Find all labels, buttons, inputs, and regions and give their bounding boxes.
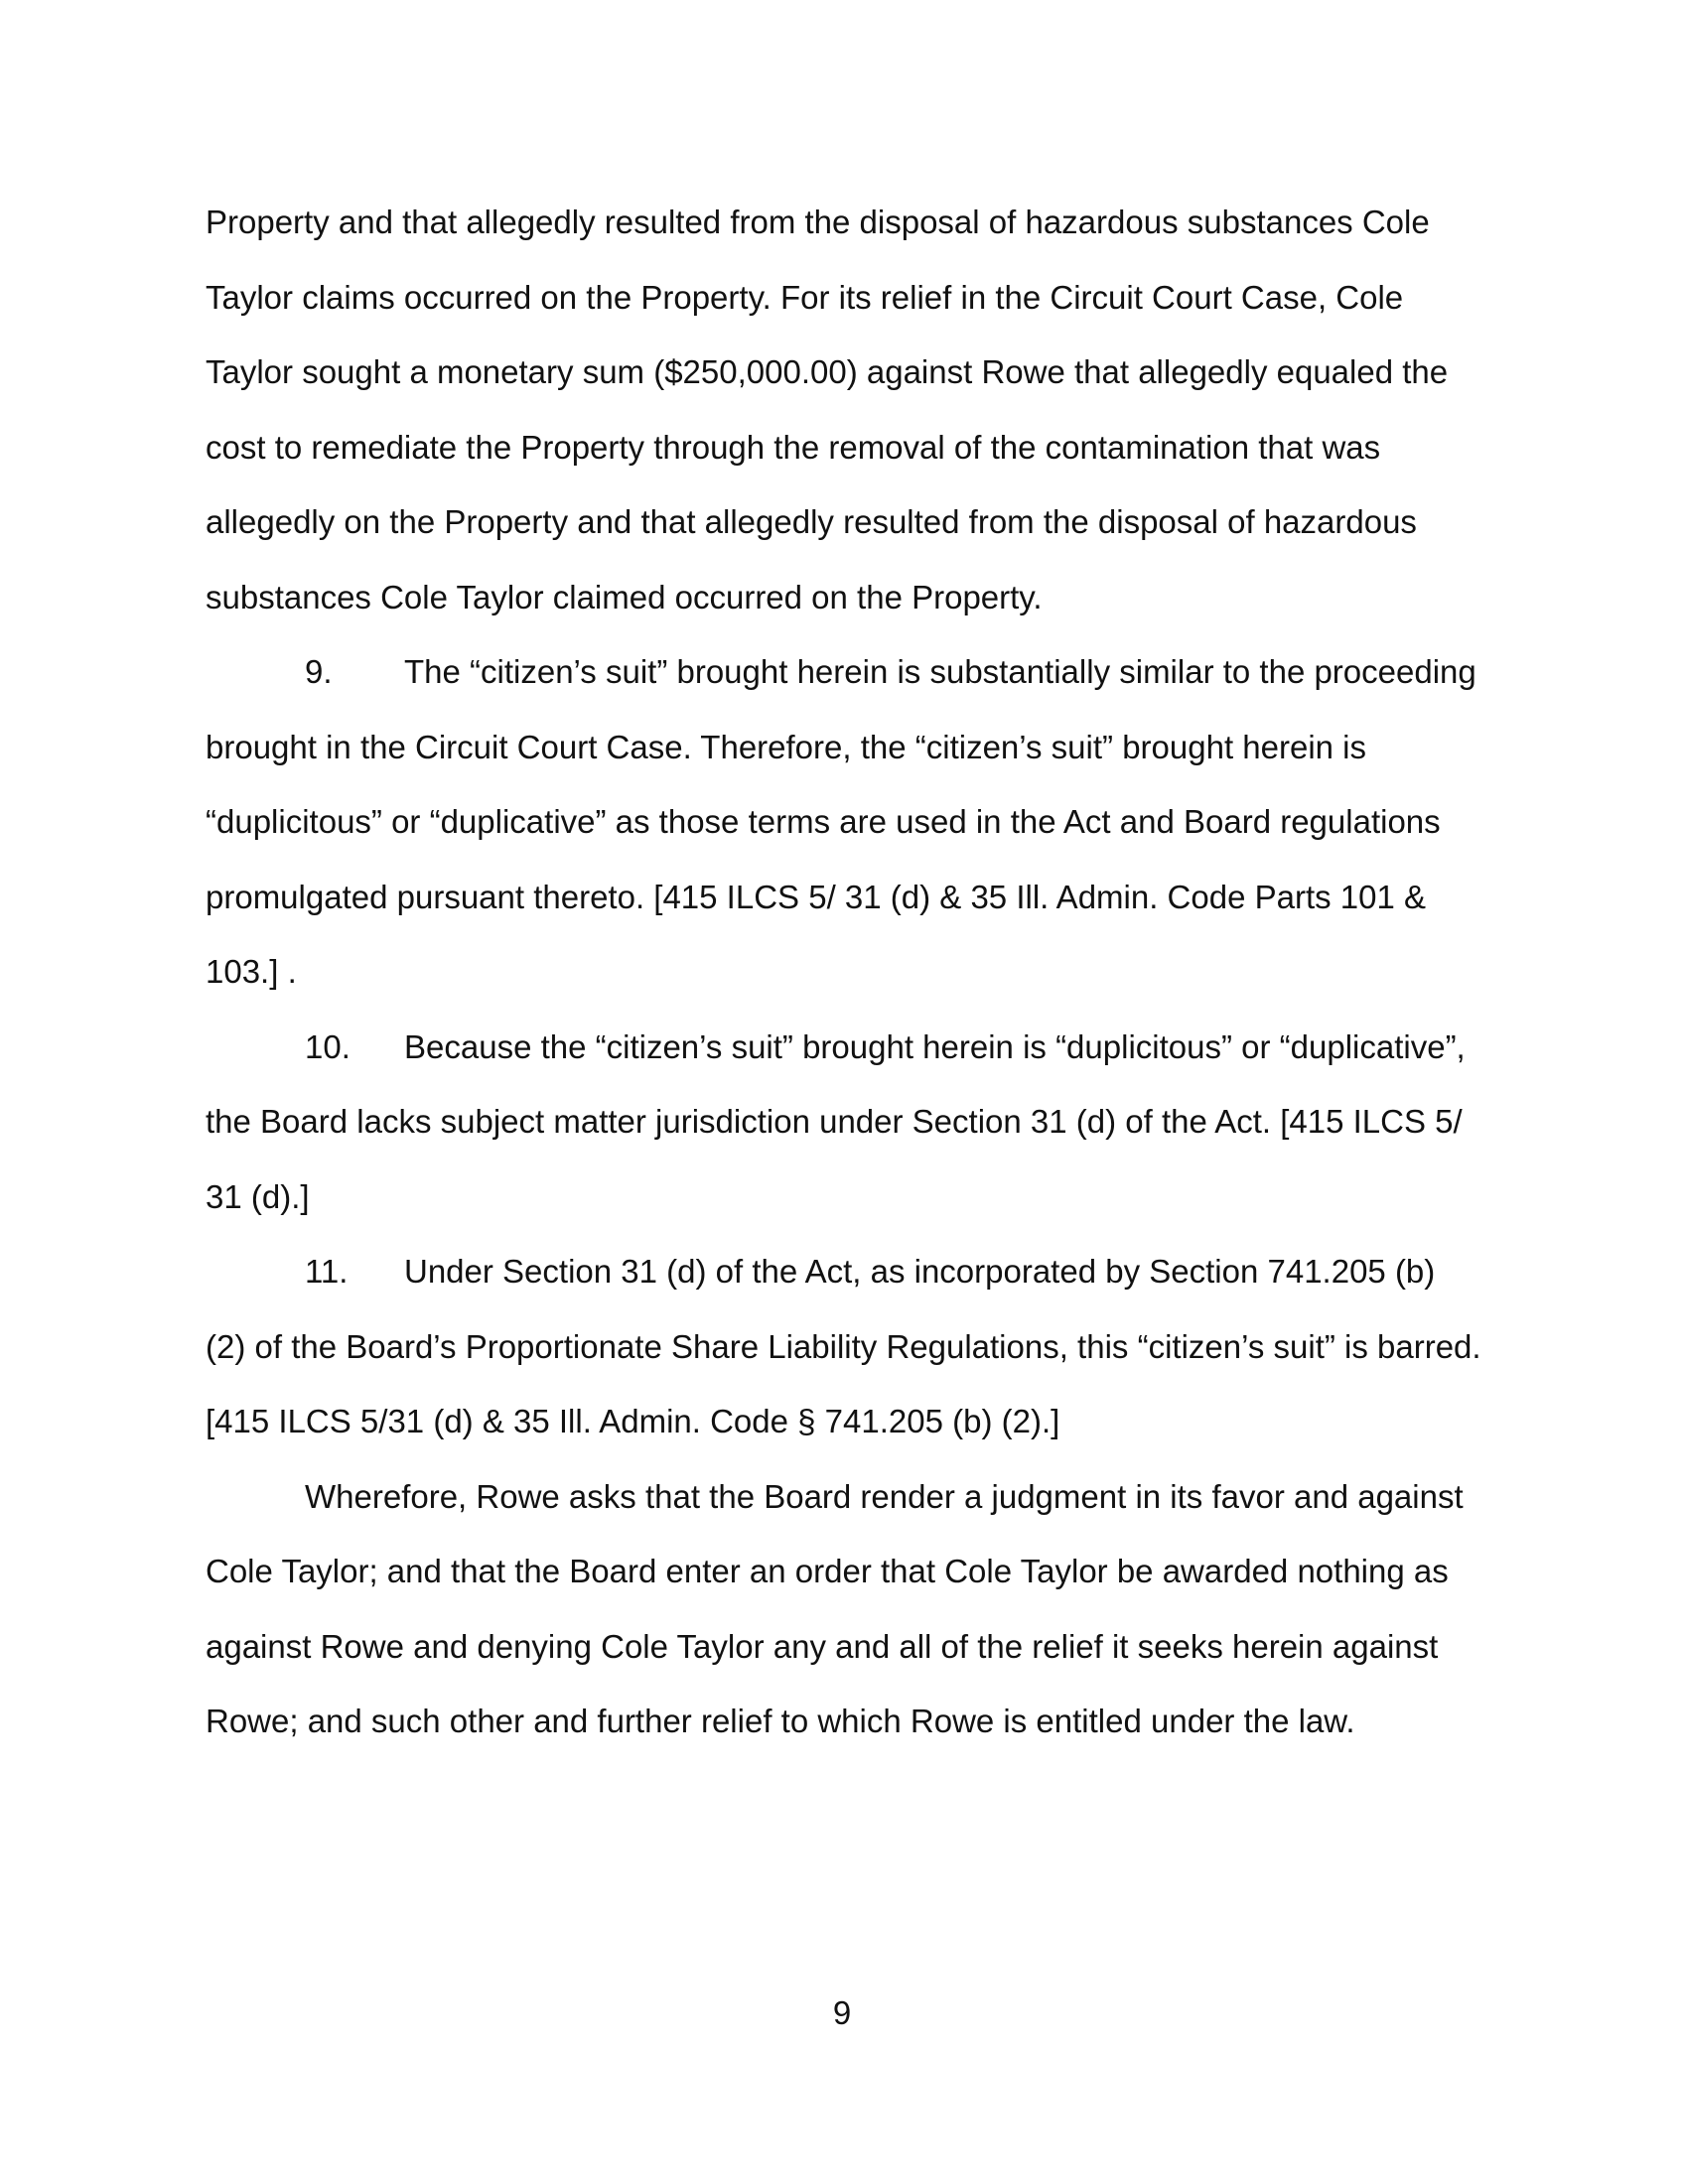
text-line: 103.] . — [206, 953, 297, 990]
text-line: 31 (d).] — [206, 1177, 310, 1215]
text-line: substances Cole Taylor claimed occurred on the Property. — [206, 578, 1043, 615]
text-line: [415 ILCS 5/31 (d) & 35 Ill. Admin. Code § 741.205 (b) (2).] — [206, 1403, 1060, 1439]
text-line: Wherefore, Rowe asks that the Board render a judgment in its favor and against — [305, 1477, 1464, 1515]
paragraph-number: 9. — [305, 653, 333, 690]
text-line: promulgated pursuant thereto. [415 ILCS 5/ 31 (d) & 35 Ill. Admin. Code Parts 101 & — [206, 878, 1427, 915]
page-number: 9 — [832, 1994, 852, 2031]
text-line: the Board lacks subject matter jurisdiction under Section 31 (d) of the Act. [415 ILCS 5/ — [206, 1103, 1463, 1140]
continuation-paragraph — [206, 185, 1496, 634]
wherefore-paragraph — [206, 1459, 1496, 1759]
text-line: Rowe; and such other and further relief to which Rowe is entitled under the law. — [206, 1703, 1355, 1739]
text-line: cost to remediate the Property through the removal of the contamination that was — [206, 428, 1381, 466]
paragraph-9 — [206, 634, 1496, 1010]
text-line: “duplicitous” or “duplicative” as those terms are used in the Act and Board regulations — [206, 803, 1441, 840]
text-line: allegedly on the Property and that allegedly resulted from the disposal of hazardous — [206, 503, 1417, 540]
text-line: Cole Taylor; and that the Board enter an order that Cole Taylor be awarded nothing as — [206, 1553, 1449, 1589]
text-line: against Rowe and denying Cole Taylor any and all of the relief it seeks herein against — [206, 1627, 1439, 1665]
paragraph-text: The “citizen’s suit” brought herein is substantially similar to the proceeding — [404, 653, 1476, 690]
paragraph-first-line — [206, 634, 1496, 710]
paragraph-first-line — [206, 1010, 1496, 1085]
text-line: (2) of the Board’s Proportionate Share Liability Regulations, this “citizen’s suit” is barred. — [206, 1327, 1481, 1365]
text-line: Taylor claims occurred on the Property. For its relief in the Circuit Court Case, Cole — [206, 278, 1404, 316]
text-line: Property and that allegedly resulted from the disposal of hazardous substances Cole — [206, 204, 1430, 240]
paragraph-10 — [206, 1010, 1496, 1235]
paragraph-number: 11. — [305, 1253, 349, 1290]
paragraph-text: Under Section 31 (d) of the Act, as incorporated by Section 741.205 (b) — [404, 1253, 1436, 1290]
paragraph-first-line — [206, 1234, 1496, 1309]
text-line: Taylor sought a monetary sum ($250,000.00) against Rowe that allegedly equaled the — [206, 353, 1449, 390]
paragraph-text: Because the “citizen’s suit” brought herein is “duplicitous” or “duplicative”, — [404, 1027, 1466, 1065]
paragraph-number: 10. — [305, 1027, 351, 1065]
paragraph-11 — [206, 1234, 1496, 1459]
text-line: brought in the Circuit Court Case. Therefore, the “citizen’s suit” brought herein is — [206, 728, 1367, 765]
document-body — [206, 185, 1496, 1759]
